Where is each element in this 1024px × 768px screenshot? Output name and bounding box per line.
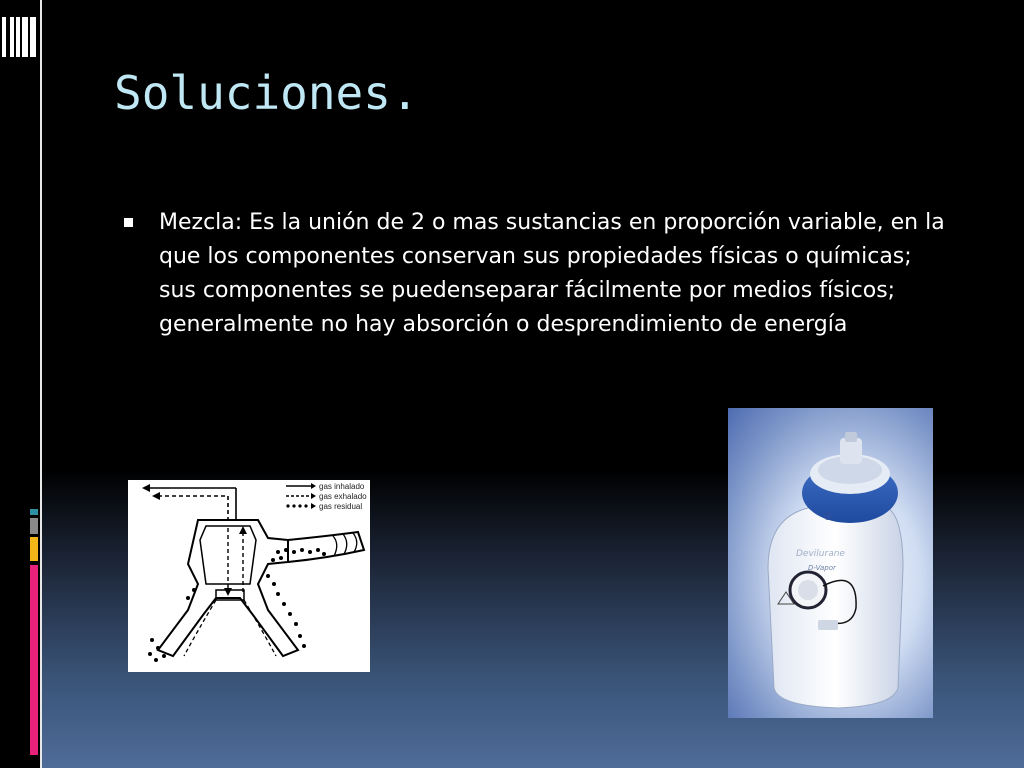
accent-block-yellow [30, 537, 38, 561]
bullet-square-icon [124, 218, 133, 227]
accent-block-gray [30, 518, 38, 534]
bullet-text: Mezcla: Es la unión de 2 o mas sustancias en proporción variable, en la que los componentes conservan sus propiedades físicas o químicas; sus componentes se puedenseparar fácilmente por medios físicos; generalmente no hay absorción o desprendimiento de energía [159, 210, 945, 337]
vaporizer-model-label: D-Vapor [808, 564, 836, 572]
accent-block-pink [30, 565, 38, 755]
decorative-bars-icon [2, 17, 38, 57]
left-divider-line [40, 0, 42, 768]
slide-title: Soluciones. [114, 66, 419, 120]
legend-label-residual: gas residual [319, 502, 363, 511]
legend-label-inhaled: gas inhalado [319, 482, 365, 491]
bullet-item [124, 206, 954, 342]
accent-block-teal [30, 509, 38, 515]
mask-airflow-diagram [128, 480, 370, 672]
legend-label-exhaled: gas exhalado [319, 492, 367, 501]
vaporizer-brand-label: Devilurane [796, 549, 845, 559]
vaporizer-photo [728, 408, 933, 718]
diagram-legend [286, 482, 367, 511]
